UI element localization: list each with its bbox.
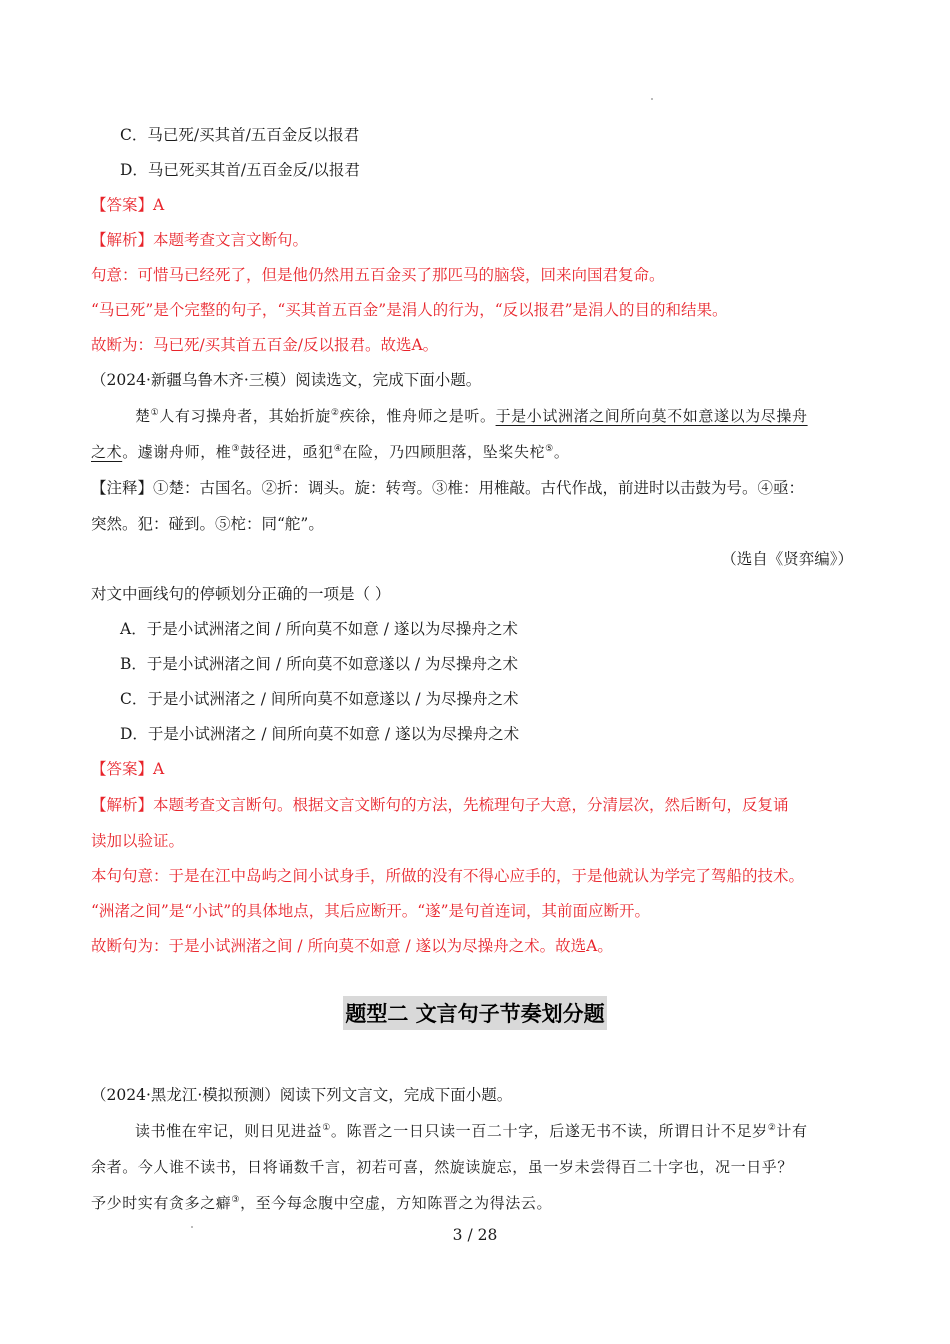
q2-conclusion: 故断句为：于是小试洲渚之间 / 所向莫不如意 / 遂以为尽操舟之术。故选A。: [91, 937, 613, 955]
q2-question: 对文中画线句的停顿划分正确的一项是（ ）: [91, 585, 391, 603]
q3-passage-line-2: 余者。今人谁不读书，日将诵数千言，初若可喜，然旋读旋忘，虽一岁未尝得百二十字也，况一日乎？: [91, 1158, 794, 1176]
q2-passage-line-2: 之术。遽谢舟师，椎③鼓径进，亟犯④在险，乃四顾胆落，坠桨失柁⑤。: [91, 443, 570, 461]
q3-passage-line-1: 读书惟在牢记，则日见进益①。陈晋之一日只读一百二十字，后遂无书不读，所谓日计不足岁②计有: [135, 1122, 808, 1140]
page-number: 3 / 28: [452, 1226, 498, 1244]
q2-notes-line-1: 【注释】①楚：古国名。②折：调头。旋：转弯。③椎：用椎敲。古代作战，前进时以击鼓为号。④亟：: [91, 479, 805, 497]
q2-meaning: 本句句意：于是在江中岛屿之间小试身手，所做的没有不得心应手的，于是他就认为学完了驾船的技术。: [91, 867, 805, 885]
q1-analysis: 【解析】本题考查文言文断句。: [91, 231, 309, 249]
q1-option-c: C．马已死/买其首/五百金反以报君: [120, 126, 360, 144]
q1-conclusion: 故断为：马已死/买其首五百金/反以报君。故选A。: [91, 336, 439, 354]
q2-citation: （选自《贤弈编》）: [721, 550, 853, 568]
q1-answer: 【答案】A: [91, 196, 165, 214]
q2-option-b: B．于是小试洲渚之间 / 所向莫不如意遂以 / 为尽操舟之术: [120, 655, 519, 673]
q3-passage-line-3: 予少时实有贪多之癖③，至今每念腹中空虚，方知陈晋之为得法云。: [91, 1194, 553, 1212]
underlined-sentence: 于是小试洲渚之间所向莫不如意遂以为尽操舟: [495, 407, 808, 425]
section-heading-wrap: [0, 996, 950, 1030]
q2-option-d: D．于是小试洲渚之 / 间所向莫不如意 / 遂以为尽操舟之术: [120, 725, 520, 743]
q2-explain: “洲渚之间”是“小试”的具体地点，其后应断开。“遂”是句首连词，其前面应断开。: [91, 902, 651, 920]
q2-option-c: C．于是小试洲渚之 / 间所向莫不如意遂以 / 为尽操舟之术: [120, 690, 519, 708]
q3-source-line: （2024·黑龙江·模拟预测）阅读下列文言文，完成下面小题。: [91, 1086, 513, 1104]
q2-analysis-line-1: 【解析】本题考查文言断句。根据文言文断句的方法，先梳理句子大意，分清层次，然后断句，反复诵: [91, 796, 789, 814]
q1-option-d: D．马已死买其首/五百金反/以报君: [120, 161, 360, 179]
speck-top: [651, 98, 653, 100]
section-heading: 题型二 文言句子节奏划分题: [343, 996, 606, 1030]
q2-passage-line-1: 楚①人有习操舟者，其始折旋②疾徐，惟舟师之是听。于是小试洲渚之间所向莫不如意遂以为尽操舟: [135, 407, 808, 425]
q2-answer: 【答案】A: [91, 760, 165, 778]
q2-option-a: A．于是小试洲渚之间 / 所向莫不如意 / 遂以为尽操舟之术: [120, 620, 518, 638]
q2-source-line: （2024·新疆乌鲁木齐·三模）阅读选文，完成下面小题。: [91, 371, 482, 389]
q2-notes-line-2: 突然。犯：碰到。⑤柁：同“舵”。: [91, 515, 324, 533]
q2-analysis-line-2: 读加以验证。: [91, 832, 185, 850]
underlined-sentence-end: 之术: [91, 443, 123, 461]
q1-meaning: 句意：可惜马已经死了，但是他仍然用五百金买了那匹马的脑袋，回来向国君复命。: [91, 266, 665, 284]
q1-explain: “马已死”是个完整的句子，“买其首五百金”是涓人的行为，“反以报君”是涓人的目的和结果。: [91, 301, 728, 319]
